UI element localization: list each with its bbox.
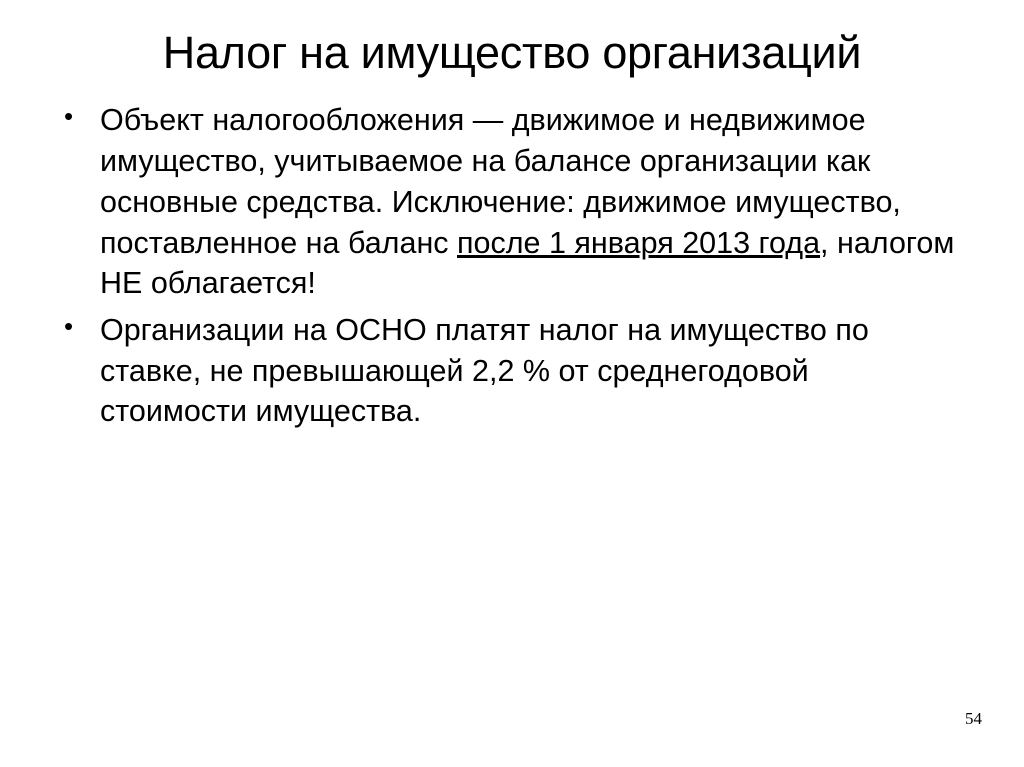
bullet-text-segment: , налогом НЕ облагается! [100,225,955,301]
bullet-text-segment-underlined: после 1 января 2013 года [457,225,821,260]
list-item [50,100,964,304]
slide-body [0,100,1024,432]
bullet-text-segment: Организации на ОСНО платят налог на имущество по ставке, не превышающей 2,2 % от среднегодовой стоимости имущества. [100,312,869,429]
bullet-list [50,100,964,432]
list-item [50,310,964,432]
bullet-text-segment: Объект налогообложения — движимое и недвижимое имущество, учитываемое на балансе организации как основные средства. Исключение: движимое имущество, поставленное на баланс [100,103,901,260]
page-number: 54 [965,709,982,728]
page-title: Налог на имущество организаций [162,27,862,78]
